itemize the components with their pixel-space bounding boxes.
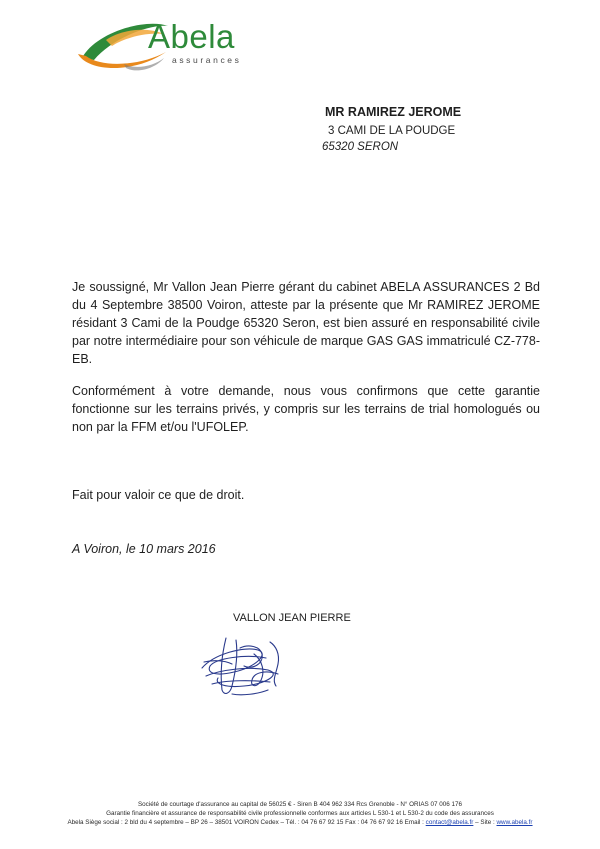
recipient-address	[322, 104, 461, 155]
logo-wordmark: Abela	[148, 18, 235, 55]
footer-email-link[interactable]: contact@abela.fr	[425, 819, 474, 826]
legal-footer	[40, 800, 560, 827]
place-date-line: A Voiron, le 10 mars 2016	[72, 542, 216, 556]
guarantee-paragraph: Conformément à votre demande, nous vous confirmons que cette garantie fonctionne sur les terrains privés, y compris sur les terrains de trial homologués ou non par la FFM et/ou l'UFOLEP.	[72, 384, 540, 434]
footer-address: Abela Siège social : 2 bld du 4 septembre – BP 26 – 38501 VOIRON Cedex – Tél. : 04 76 67 92 15 Fax : 04 76 67 92 16 Email :	[67, 819, 426, 826]
logo-tagline: assurances	[172, 55, 242, 65]
footer-guarantee-line: Garantie financière et assurance de responsabilité civile professionnelle conformes aux articles L 530-1 et L 530-2 du code des assurances	[106, 810, 494, 817]
closing-line: Fait pour valoir ce que de droit.	[72, 488, 245, 502]
footer-contact-line	[40, 818, 560, 827]
recipient-name: MR RAMIREZ JEROME	[325, 105, 462, 119]
handwritten-signature-icon	[196, 624, 296, 704]
recipient-street: 3 CAMI DE LA POUDGE	[328, 125, 456, 137]
signer-name: VALLON JEAN PIERRE	[233, 612, 351, 624]
recipient-city: 65320 SERON	[322, 141, 399, 153]
footer-site-link[interactable]: www.abela.fr	[496, 819, 533, 826]
footer-site-label: – Site :	[473, 819, 497, 826]
abela-logo	[76, 12, 276, 84]
attestation-paragraph: Je soussigné, Mr Vallon Jean Pierre gérant du cabinet ABELA ASSURANCES 2 Bd du 4 Septembre 38500 Voiron, atteste par la présente que Mr RAMIREZ JEROME résidant 3 Cami de la Poudge 65320 Seron, est bien assuré en responsabilité civile par notre intermédiaire pour son véhicule de marque GAS GAS immatriculé CZ-778-EB.	[72, 280, 540, 366]
footer-company-line: Société de courtage d'assurance au capital de 56025 € - Siren B 404 962 334 Rcs Grenoble - N° ORIAS 07 006 176	[137, 801, 463, 808]
